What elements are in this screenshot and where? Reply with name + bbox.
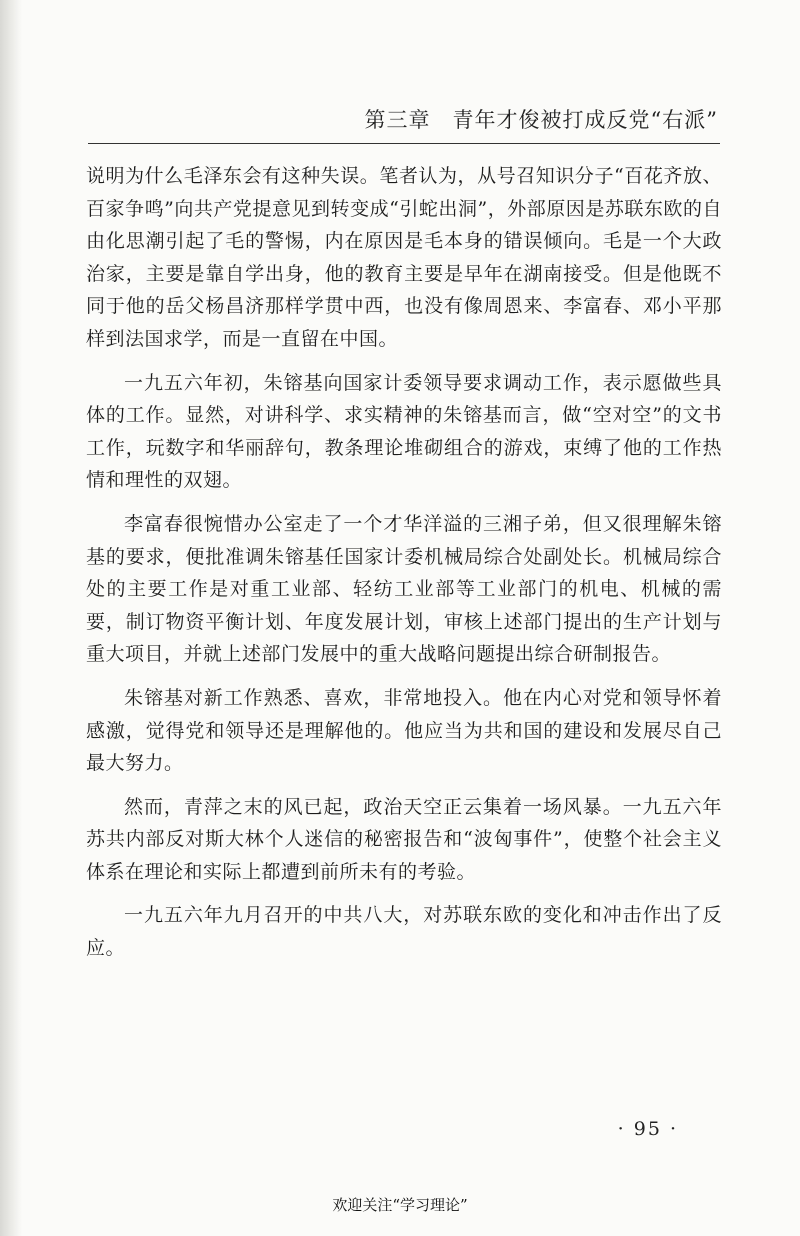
paragraph: 朱镕基对新工作熟悉、喜欢，非常地投入。他在内心对党和领导怀着感激，觉得党和领导还是理解他的。他应当为共和国的建设和发展尽自己最大努力。 [86,686,722,775]
paragraph: 李富春很惋惜办公室走了一个才华洋溢的三湘子弟，但又很理解朱镕基的要求，便批准调朱镕基任国家计委机械局综合处副处长。机械局综合处的主要工作是对重工业部、轻纺工业部等工业部门的机电、机械的需要，制订物资平衡计划、年度发展计划，审核上述部门提出的生产计划与重大项目，并就上述部门发展中的重大战略问题提出综合研制报告。 [86,512,722,666]
header-rule [88,143,720,144]
body-text [86,160,722,976]
paragraph: 一九五六年九月召开的中共八大，对苏联东欧的变化和冲击作出了反应。 [86,904,722,960]
paragraph: 一九五六年初，朱镕基向国家计委领导要求调动工作，表示愿做些具体的工作。显然，对讲科学、求实精神的朱镕基而言，做“空对空”的文书工作，玩数字和华丽辞句，教条理论堆砌组合的游戏，束缚了他的工作热情和理性的双翅。 [86,371,722,492]
page-gutter-shadow [0,0,22,1236]
footer-note: 欢迎关注“学习理论” [332,1196,468,1214]
paragraph-continued: 说明为什么毛泽东会有这种失误。笔者认为，从号召知识分子“百花齐放、百家争鸣”向共产党提意见到转变成“引蛇出洞”，外部原因是苏联东欧的自由化思潮引起了毛的警惕，内在原因是毛本身的错误倾向。毛是一个大政治家，主要是靠自学出身，他的教育主要是早年在湖南接受。但是他既不同于他的岳父杨昌济那样学贯中西，也没有像周恩来、李富春、邓小平那样到法国求学，而是一直留在中国。 [86,165,722,350]
paragraph: 然而，青萍之末的风已起，政治天空正云集着一场风暴。一九五六年苏共内部反对斯大林个人迷信的秘密报告和“波匈事件”，使整个社会主义体系在理论和实际上都遭到前所未有的考验。 [86,795,722,883]
page-number: · 95 · [617,1118,678,1140]
running-header-title: 第三章 青年才俊被打成反党“右派” [364,108,718,132]
